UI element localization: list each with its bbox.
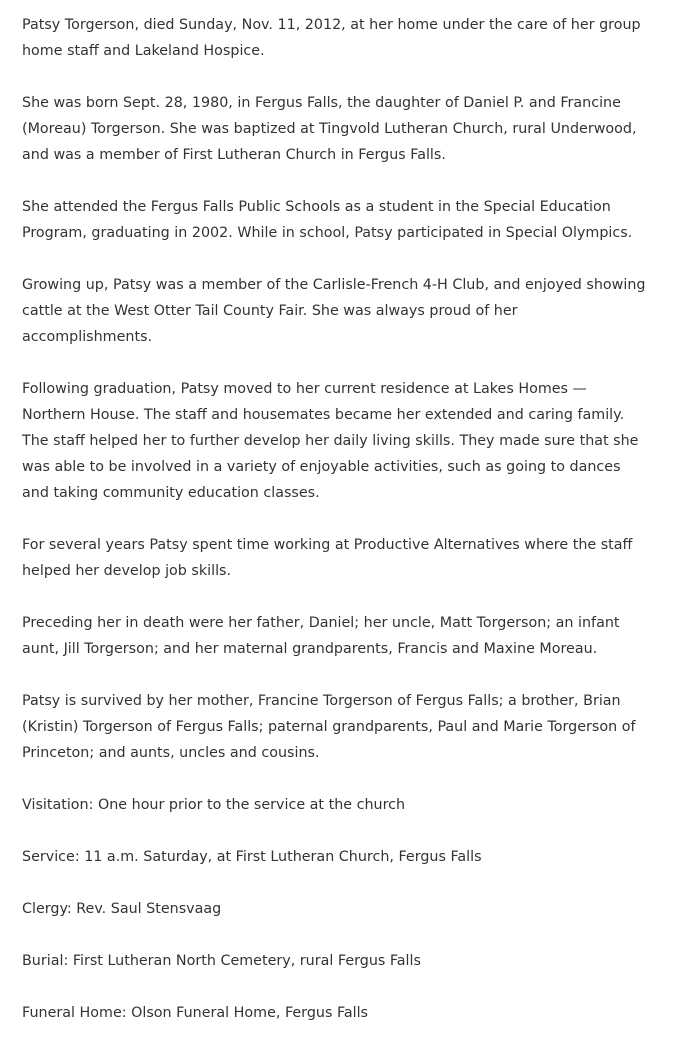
obituary-paragraph-growing-up: Growing up, Patsy was a member of the Carlisle-French 4-H Club, and enjoyed showing cattle at the West Otter Tail County Fair. She was always proud of her accomplishments. [22,277,646,345]
obituary-paragraph-residence: Following graduation, Patsy moved to her current residence at Lakes Homes — Northern House. The staff and housemates became her extended and caring family. The staff helped her to further develop her daily living skills. They made sure that she was able to be involved in a variety of enjoyable activities, such as going to dances and taking community education classes. [22,381,639,501]
obituary-paragraph-preceded-by: Preceding her in death were her father, Daniel; her uncle, Matt Torgerson; an infant aunt, Jill Torgerson; and her maternal grandparents, Francis and Maxine Moreau. [22,615,620,657]
obituary-text [22,12,647,1052]
obituary-paragraph-education: She attended the Fergus Falls Public Schools as a student in the Special Education Program, graduating in 2002. While in school, Patsy participated in Special Olympics. [22,199,633,241]
obituary-service: Service: 11 a.m. Saturday, at First Lutheran Church, Fergus Falls [22,849,482,865]
obituary-visitation: Visitation: One hour prior to the service at the church [22,797,406,813]
obituary-paragraph-birth: She was born Sept. 28, 1980, in Fergus Falls, the daughter of Daniel P. and Francine (Moreau) Torgerson. She was baptized at Tingvold Lutheran Church, rural Underwood, and was a member of First Lutheran Church in Fergus Falls. [22,95,637,163]
obituary-paragraph-work: For several years Patsy spent time working at Productive Alternatives where the staff helped her develop job skills. [22,537,633,579]
obituary-paragraph-survived-by: Patsy is survived by her mother, Francine Torgerson of Fergus Falls; a brother, Brian (Kristin) Torgerson of Fergus Falls; paternal grandparents, Paul and Marie Torgerson of Princeton; and aunts, uncles and cousins. [22,693,636,761]
obituary-clergy: Clergy: Rev. Saul Stensvaag [22,901,222,917]
obituary-burial: Burial: First Lutheran North Cemetery, rural Fergus Falls [22,953,421,969]
obituary-paragraph-death-notice: Patsy Torgerson, died Sunday, Nov. 11, 2012, at her home under the care of her group home staff and Lakeland Hospice. [22,17,641,59]
obituary-funeral-home: Funeral Home: Olson Funeral Home, Fergus Falls [22,1005,369,1021]
